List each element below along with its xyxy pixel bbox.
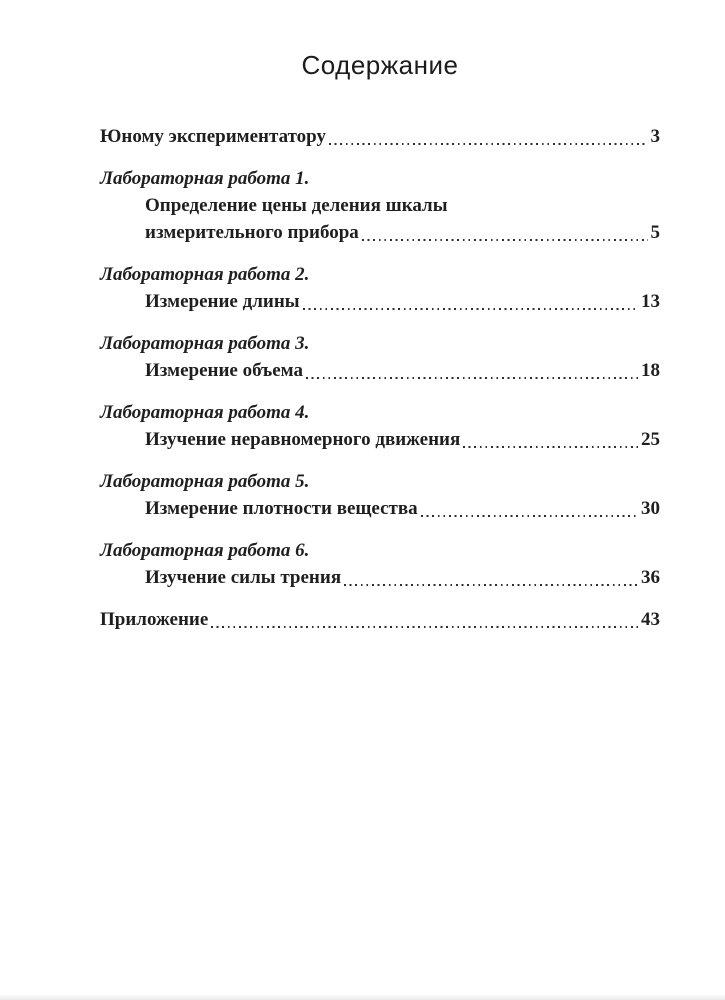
entry-leader-line <box>100 357 660 384</box>
toc-entries <box>100 123 660 633</box>
entry-heading: Лабораторная работа 1. <box>100 168 310 189</box>
page-number: 43 <box>641 609 660 630</box>
toc-entry <box>100 399 660 453</box>
entry-leader-line <box>100 123 660 150</box>
entry-line: Определение цены деления шкалы <box>145 195 448 216</box>
entry-leader-line <box>100 219 660 246</box>
toc-entry <box>100 468 660 522</box>
toc-entry <box>100 606 660 633</box>
entry-title: измерительного прибора <box>145 222 359 243</box>
page-title: Содержание <box>301 50 459 80</box>
entry-title: Изучение неравномерного движения <box>145 429 461 450</box>
entry-leader-line <box>100 426 660 453</box>
page-bottom-edge <box>0 994 725 1000</box>
toc-entry <box>100 123 660 150</box>
entry-title: Измерение длины <box>145 291 300 312</box>
entry-title: Измерение плотности вещества <box>145 498 418 519</box>
dotted-leader <box>303 308 638 310</box>
dotted-leader <box>329 143 648 145</box>
entry-title: Изучение силы трения <box>145 567 342 588</box>
page-number: 36 <box>641 567 660 588</box>
toc-entry <box>100 261 660 315</box>
page-number: 3 <box>650 126 660 147</box>
dotted-leader <box>211 626 638 628</box>
entry-heading: Лабораторная работа 4. <box>100 402 310 423</box>
entry-title: Юному экспериментатору <box>100 126 326 147</box>
toc-entry <box>100 330 660 384</box>
entry-heading: Лабораторная работа 2. <box>100 264 310 285</box>
entry-heading: Лабораторная работа 3. <box>100 333 310 354</box>
dotted-leader <box>463 446 638 448</box>
entry-heading: Лабораторная работа 5. <box>100 471 310 492</box>
entry-leader-line <box>100 288 660 315</box>
page-number: 13 <box>641 291 660 312</box>
entry-title: Измерение объема <box>145 360 303 381</box>
entry-heading: Лабораторная работа 6. <box>100 540 310 561</box>
page-number: 18 <box>641 360 660 381</box>
entry-leader-line <box>100 495 660 522</box>
page-number: 30 <box>641 498 660 519</box>
page-number: 25 <box>641 429 660 450</box>
dotted-leader <box>306 377 638 379</box>
entry-leader-line <box>100 564 660 591</box>
toc-entry <box>100 165 660 246</box>
toc-entry <box>100 537 660 591</box>
page-number: 5 <box>650 222 660 243</box>
entry-title: Приложение <box>100 609 209 630</box>
entry-leader-line <box>100 606 660 633</box>
dotted-leader <box>362 239 648 241</box>
dotted-leader <box>344 584 638 586</box>
dotted-leader <box>421 515 638 517</box>
